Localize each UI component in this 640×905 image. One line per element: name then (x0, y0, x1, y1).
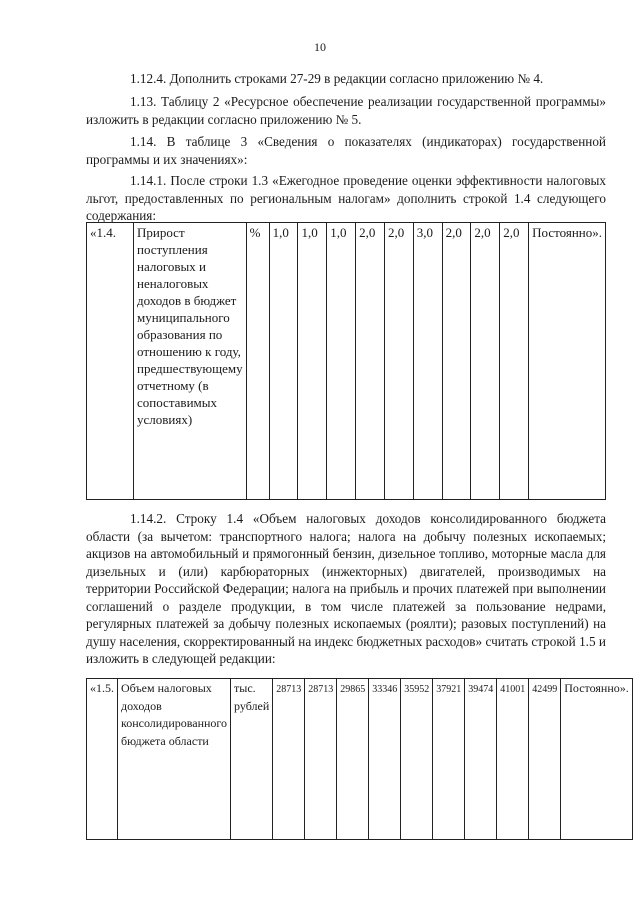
paragraph-1-14: 1.14. В таблице 3 «Сведения о показателях (индикаторах) государственной программы и их значениях»: (86, 134, 606, 167)
row-number: «1.4. (87, 223, 134, 500)
value-cell: 1,0 (327, 223, 356, 500)
value-cell: 28713 (273, 679, 305, 840)
value-cell: 2,0 (471, 223, 500, 500)
value-cell: 42499 (529, 679, 561, 840)
value-cell: 1,0 (269, 223, 298, 500)
value-cell: 35952 (401, 679, 433, 840)
row-number: «1.5. (87, 679, 118, 840)
value-cell: 39474 (465, 679, 497, 840)
paragraph-1-14-2: 1.14.2. Строку 1.4 «Объем налоговых доходов консолидированного бюджета области (за вычетом: транспортного налога; налога на добычу полезных ископаемых; акцизов на автомобильный и прямогонный бензин, дизельное топливо, моторные масла для дизельных и (или) карбюраторных (инжекторных) двигателей, производимых на территории Российской Федерации; налога на прибыль и прочих платежей при выполнении соглашений о разделе продукции, в том числе платежей за пользование недрами, регулярных платежей за добычу полезных ископаемых (роялти); разовых поступлений) на душу населения, скорректированный на индекс бюджетных расходов» считать строкой 1.5 и изложить в следующей редакции: (86, 511, 606, 666)
value-cell: 2,0 (500, 223, 529, 500)
indicator-table-row-1-5 (86, 678, 633, 840)
unit: % (246, 223, 269, 500)
value-cell: 2,0 (384, 223, 413, 500)
value-cell: 33346 (369, 679, 401, 840)
paragraph-1-12-4: 1.12.4. Дополнить строками 27-29 в редакции согласно приложению № 4. (130, 71, 544, 86)
indicator-name: Объем налоговых доходов консолидированного бюджета области (118, 679, 231, 840)
value-cell: 2,0 (356, 223, 385, 500)
indicator-table-row-1-4 (86, 222, 606, 500)
value-cell: 28713 (305, 679, 337, 840)
value-cell: 2,0 (442, 223, 471, 500)
value-cell: 41001 (497, 679, 529, 840)
page-number: 10 (314, 40, 326, 54)
table-row (87, 223, 606, 500)
value-cell: 29865 (337, 679, 369, 840)
table-row (87, 679, 633, 840)
paragraph-1-14-1: 1.14.1. После строки 1.3 «Ежегодное проведение оценки эффективности налоговых льгот, предоставленных по региональным налогам» дополнить строкой 1.4 следующего содержания: (86, 173, 606, 223)
status-cell: Постоянно». (561, 679, 633, 840)
indicator-name: Прирост поступления налоговых и неналоговых доходов в бюджет муниципального образования по отношению к году, предшествующему отчетному (в сопоставимых условиях) (134, 223, 247, 500)
value-cell: 3,0 (413, 223, 442, 500)
paragraph-1-13: 1.13. Таблицу 2 «Ресурсное обеспечение реализации государственной программы» изложить в редакции согласно приложению № 5. (86, 94, 606, 127)
unit: тыс. рублей (231, 679, 273, 840)
value-cell: 1,0 (298, 223, 327, 500)
status-cell: Постоянно». (529, 223, 606, 500)
value-cell: 37921 (433, 679, 465, 840)
